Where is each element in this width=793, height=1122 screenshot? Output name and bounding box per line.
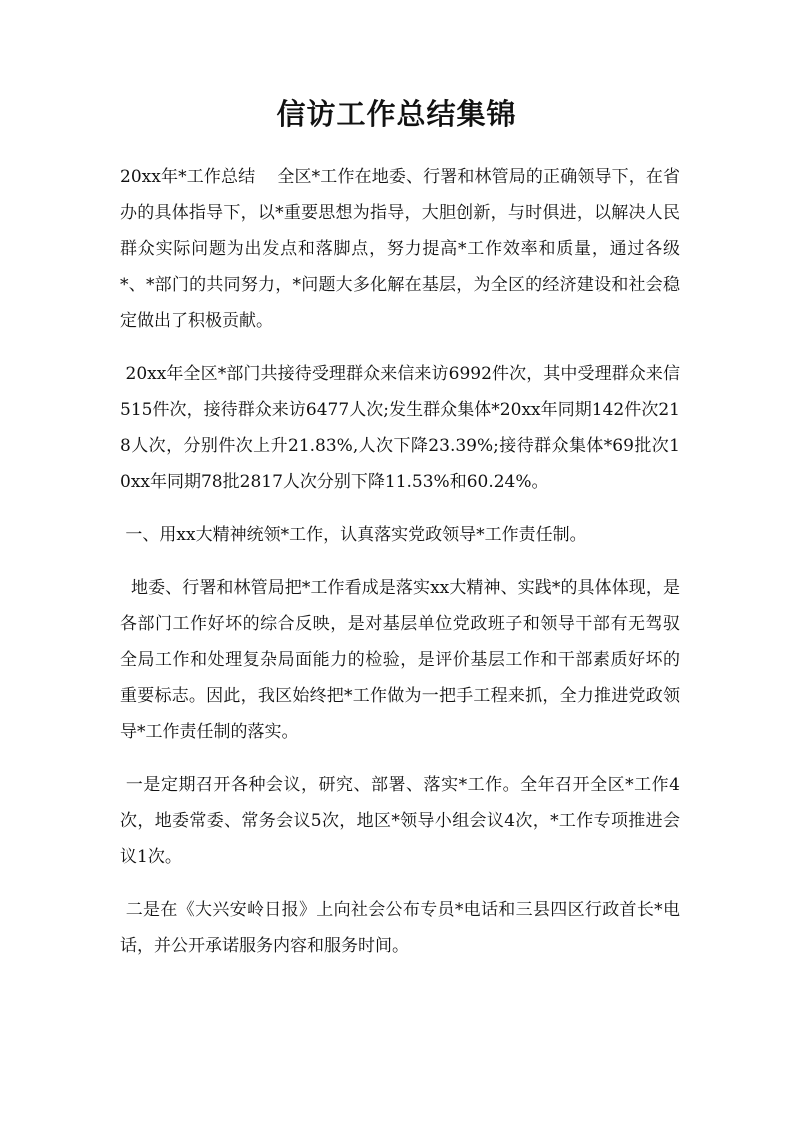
document-title: 信访工作总结集锦 xyxy=(276,97,517,131)
document-body xyxy=(120,159,680,981)
section-heading-one: 一、用xx大精神统领*工作，认真落实党政领导*工作责任制。 xyxy=(120,525,587,545)
paragraph-summary: 20xx年*工作总结 全区*工作在地委、行署和林管局的正确领导下，在省办的具体指导下，以*重要思想为指导，大胆创新，与时俱进，以解决人民群众实际问题为出发点和落脚点，努力提高*工作效率和质量，通过各级*、*部门的共同努力，*问题大多化解在基层，为全区的经济建设和社会稳定做出了积极贡献。 xyxy=(120,167,680,331)
paragraph-hotline: 二是在《大兴安岭日报》上向社会公布专员*电话和三县四区行政首长*电话，并公开承诺服务内容和服务时间。 xyxy=(120,900,681,956)
paragraph-meetings: 一是定期召开各种会议，研究、部署、落实*工作。全年召开全区*工作4次，地委常委、常务会议5次，地区*领导小组会议4次，*工作专项推进会议1次。 xyxy=(120,775,680,867)
paragraph-statistics: 20xx年全区*部门共接待受理群众来信来访6992件次，其中受理群众来信515件次，接待群众来访6477人次;发生群众集体*20xx年同期142件次218人次，分别件次上升21.83%,人次下降23.39%;接待群众集体*69批次10xx年同期78批2817人次分别下降11.53%和60.24%。 xyxy=(120,364,680,492)
paragraph-leadership: 地委、行署和林管局把*工作看成是落实xx大精神、实践*的具体体现，是各部门工作好坏的综合反映，是对基层单位党政班子和领导干部有无驾驭全局工作和处理复杂局面能力的检验，是评价基层工作和干部素质好坏的重要标志。因此，我区始终把*工作做为一把手工程来抓，全力推进党政领导*工作责任制的落实。 xyxy=(120,578,680,742)
